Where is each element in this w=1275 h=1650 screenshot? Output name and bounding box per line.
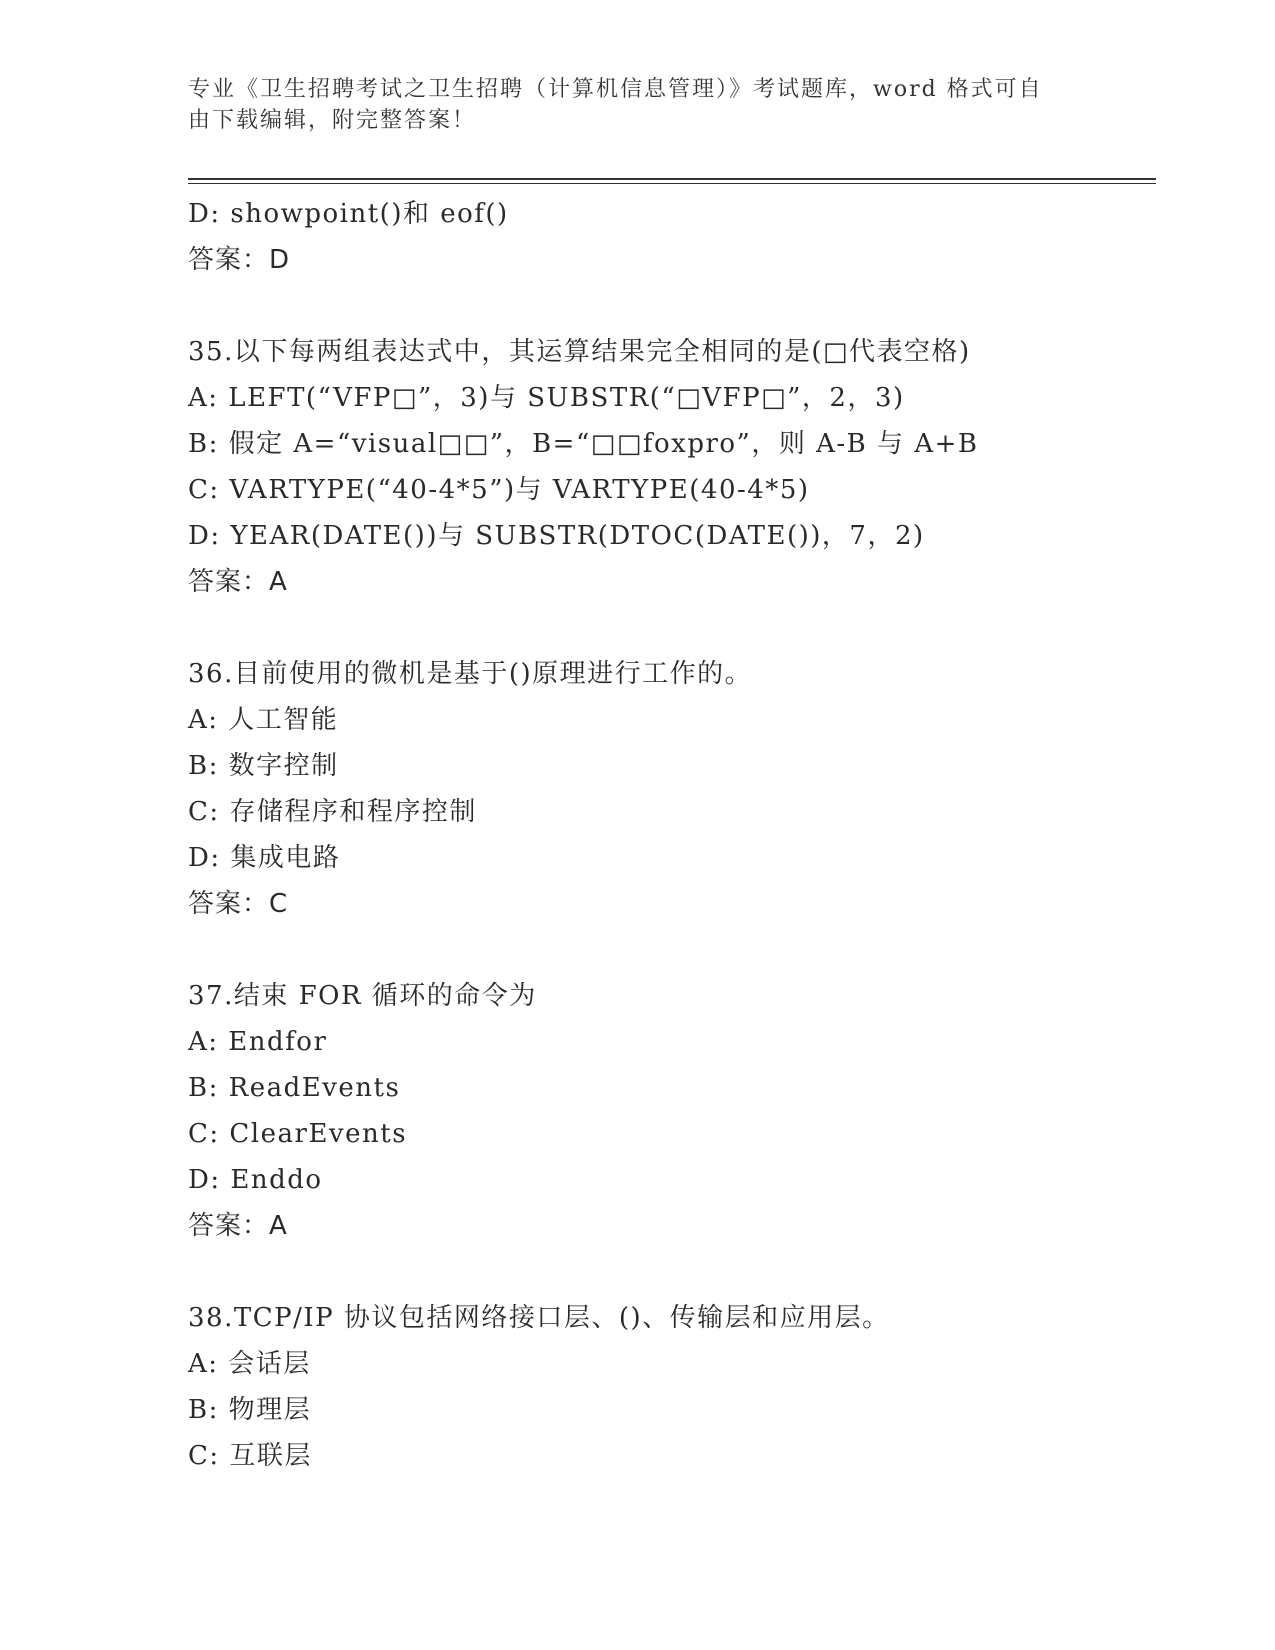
question-stem: 36.目前使用的微机是基于()原理进行工作的。 [188, 659, 753, 689]
question-stem: 37.结束 FOR 循环的命令为 [188, 981, 537, 1011]
option-c: C: ClearEvents [188, 1119, 408, 1149]
option-d: D: 集成电路 [188, 843, 341, 873]
spacer [188, 283, 1148, 329]
option-a: A: Endfor [188, 1027, 328, 1057]
option-b: B: 数字控制 [188, 751, 339, 781]
option-c: C: VARTYPE(“40-4*5”)与 VARTYPE(40-4*5) [188, 475, 810, 505]
option-d: D: YEAR(DATE())与 SUBSTR(DTOC(DATE())，7，2) [188, 521, 925, 551]
header-line-1: 专业《卫生招聘考试之卫生招聘（计算机信息管理）》考试题库，word 格式可自 [188, 77, 1043, 102]
answer-line: 答案：A [188, 1211, 288, 1241]
option-b: B: 假定 A=“visual□□”，B=“□□foxpro”，则 A-B 与 A+B [188, 429, 979, 459]
option-c: C: 互联层 [188, 1441, 312, 1471]
spacer [188, 605, 1148, 651]
option-d: D: showpoint()和 eof() [188, 199, 509, 229]
question-stem: 35.以下每两组表达式中，其运算结果完全相同的是(□代表空格) [188, 337, 971, 367]
header-divider-thin [188, 183, 1156, 184]
option-a: A: 会话层 [188, 1349, 311, 1379]
spacer [188, 1249, 1148, 1295]
question-38 [188, 1295, 1148, 1479]
option-a: A: LEFT(“VFP□”，3)与 SUBSTR(“□VFP□”，2，3) [188, 383, 905, 413]
question-37 [188, 973, 1148, 1249]
answer-line: 答案：D [188, 245, 291, 275]
question-list [188, 191, 1148, 1479]
option-b: B: ReadEvents [188, 1073, 401, 1103]
header-divider-thick [188, 178, 1156, 180]
answer-line: 答案：C [188, 889, 289, 919]
document-header [188, 74, 1068, 136]
option-d: D: Enddo [188, 1165, 323, 1195]
option-b: B: 物理层 [188, 1395, 312, 1425]
header-line-2: 由下载编辑，附完整答案！ [188, 108, 477, 133]
question-stem: 38.TCP/IP 协议包括网络接口层、()、传输层和应用层。 [188, 1303, 890, 1333]
question-36 [188, 651, 1148, 927]
spacer [188, 927, 1148, 973]
option-a: A: 人工智能 [188, 705, 339, 735]
option-c: C: 存储程序和程序控制 [188, 797, 477, 827]
question-35 [188, 329, 1148, 605]
answer-line: 答案：A [188, 567, 288, 597]
